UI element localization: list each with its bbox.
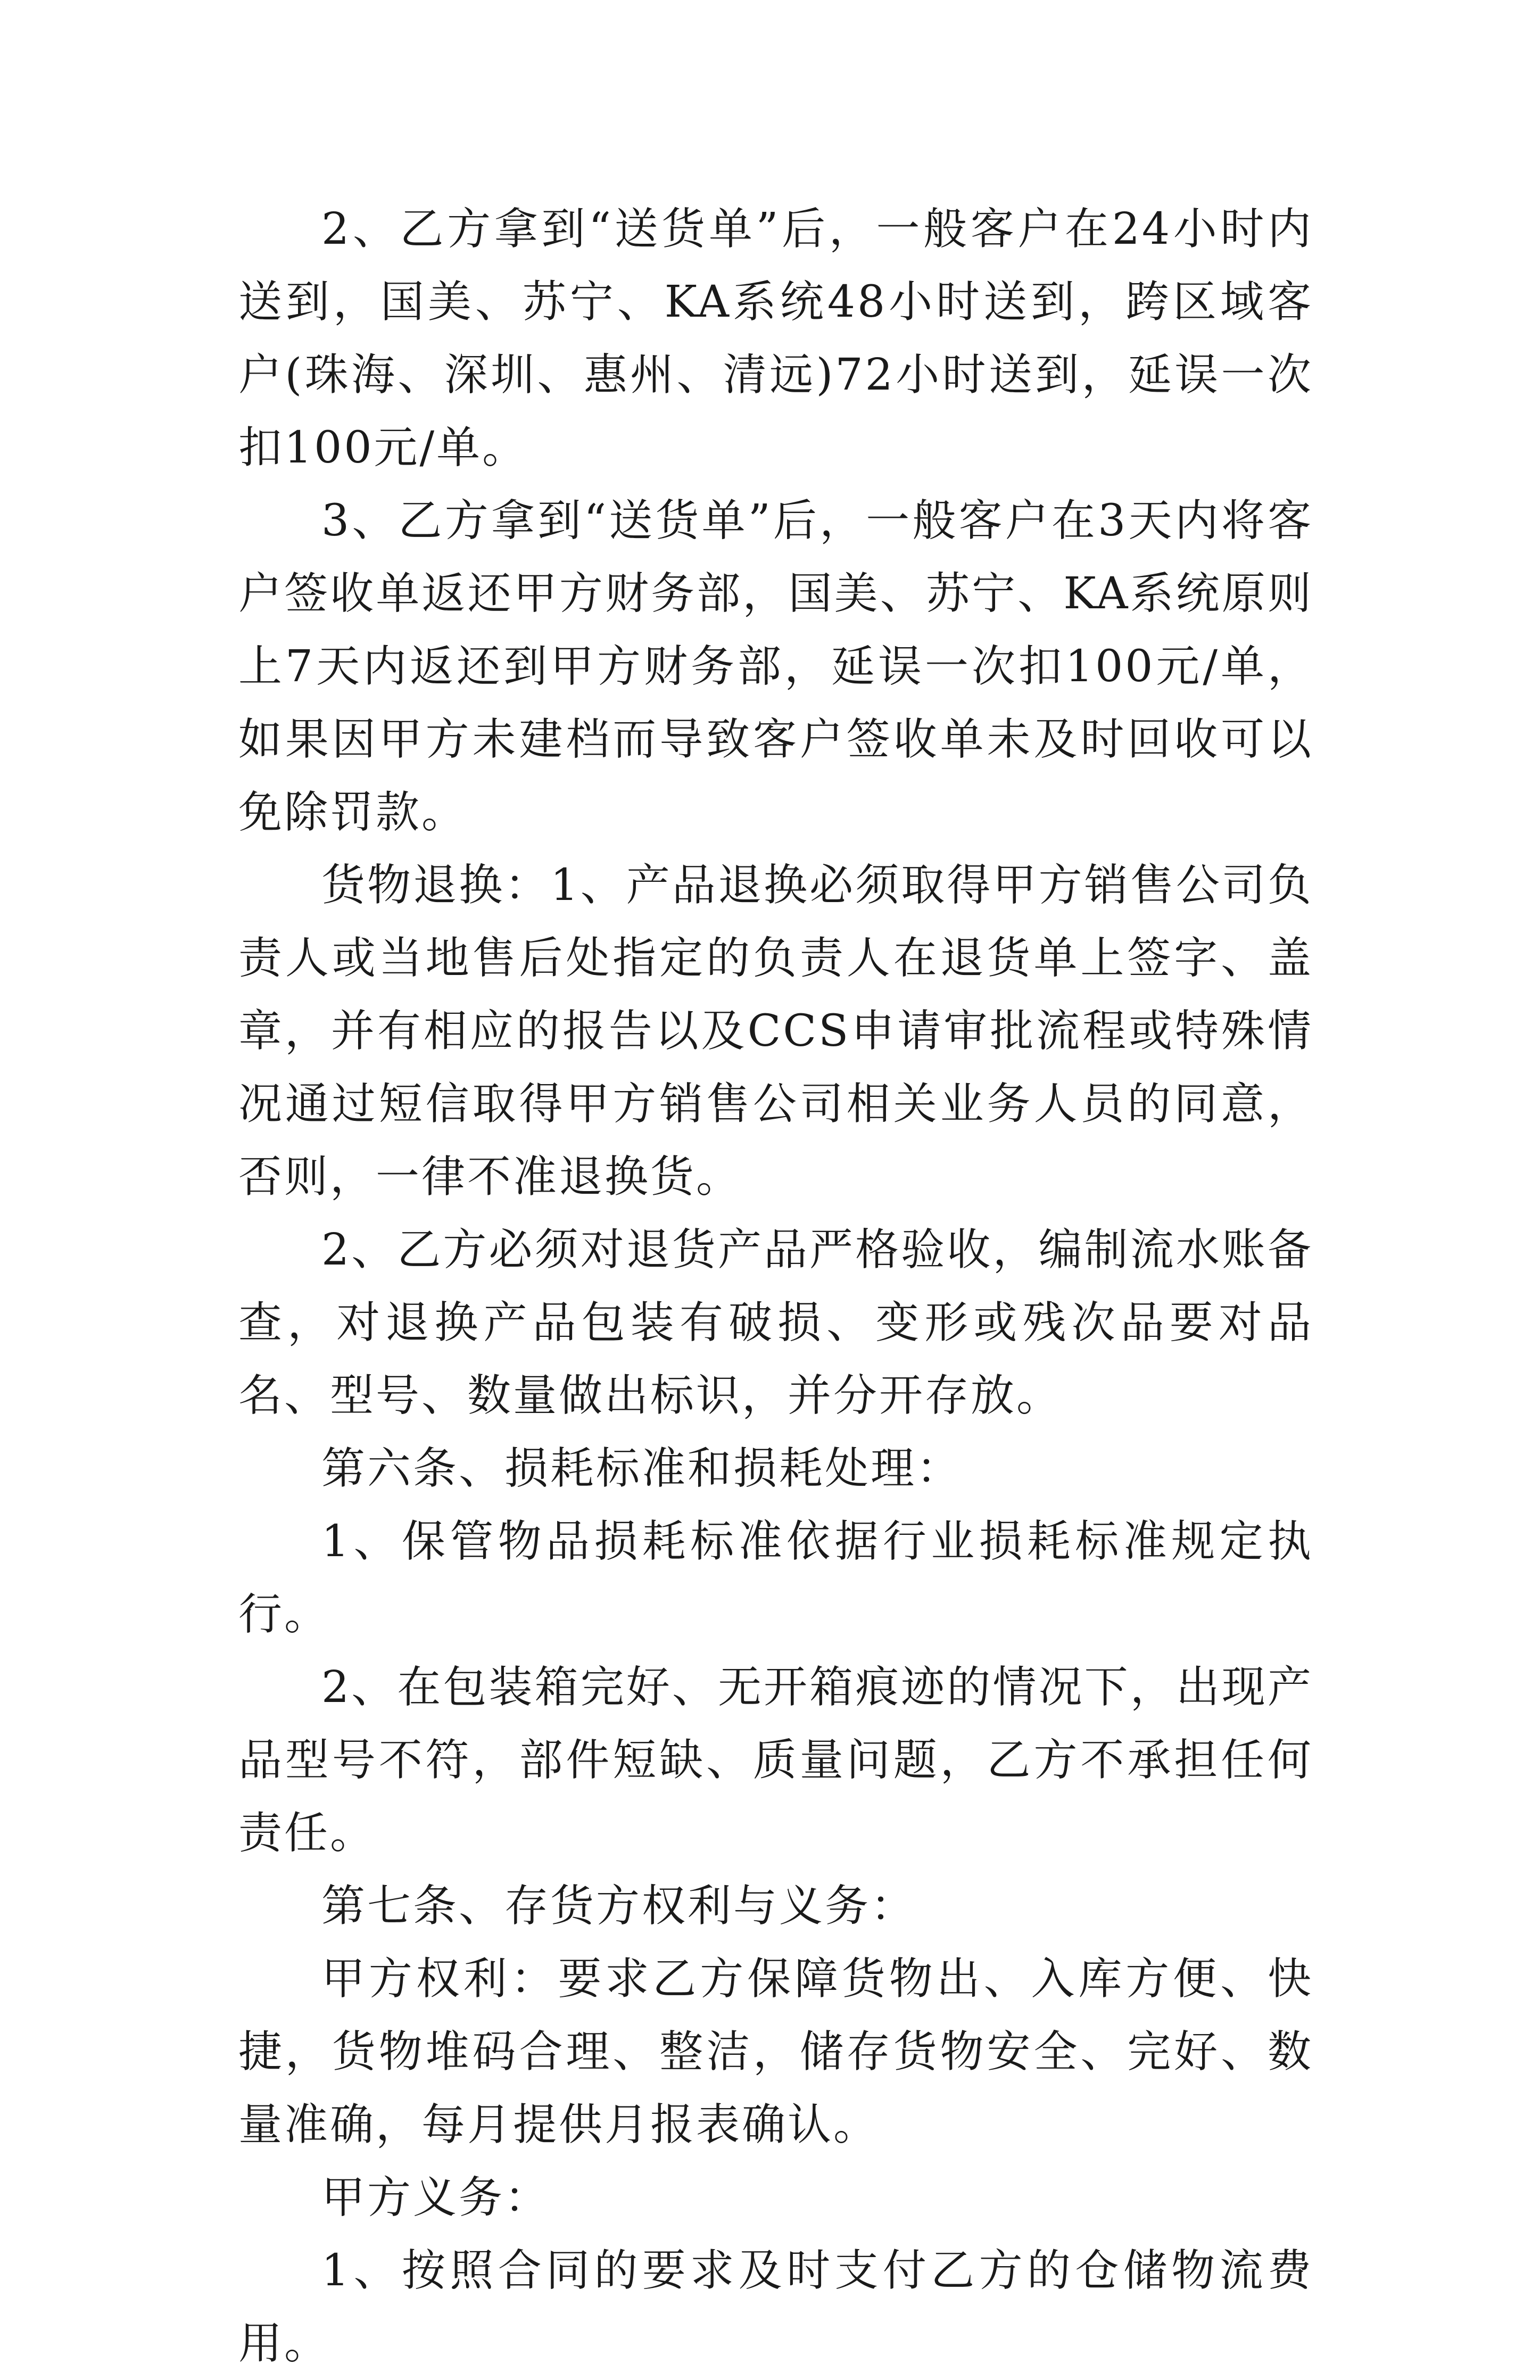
paragraph-goods-return: 货物退换：1、产品退换必须取得甲方销售公司负责人或当地售后处指定的负责人在退货单上签字、盖章，并有相应的报告以及CCS申请审批流程或特殊情况通过短信取得甲方销售公司相关业务人员的同意，否则，一律不准退换货。	[238, 860, 1313, 1202]
paragraph-packaging-intact: 2、在包装箱完好、无开箱痕迹的情况下，出现产品型号不符，部件短缺、质量问题，乙方不承担任何责任。	[238, 1662, 1313, 1858]
paragraph-delivery-time: 2、乙方拿到“送货单”后，一般客户在24小时内送到，国美、苏宁、KA系统48小时送到，跨区域客户(珠海、深圳、惠州、清远)72小时送到，延误一次扣100元/单。	[238, 204, 1313, 473]
document-body	[238, 193, 1313, 2380]
paragraph-return-inspection: 2、乙方必须对退货产品严格验收，编制流水账备查，对退换产品包装有破损、变形或残次品要对品名、型号、数量做出标识，并分开存放。	[238, 1225, 1313, 1421]
paragraph-party-a-rights: 甲方权利：要求乙方保障货物出、入库方便、快捷，货物堆码合理、整洁，储存货物安全、完好、数量准确，每月提供月报表确认。	[238, 1954, 1313, 2150]
heading-article-7: 第七条、存货方权利与义务：	[321, 1881, 917, 1931]
paragraph-payment-obligation: 1、按照合同的要求及时支付乙方的仓储物流费用。	[238, 2245, 1313, 2369]
heading-article-6: 第六条、损耗标准和损耗处理：	[321, 1443, 963, 1494]
paragraph-loss-standard: 1、保管物品损耗标准依据行业损耗标准规定执行。	[238, 1516, 1313, 1640]
heading-party-a-obligations: 甲方义务：	[321, 2172, 551, 2223]
paragraph-receipt-return: 3、乙方拿到“送货单”后，一般客户在3天内将客户签收单返还甲方财务部，国美、苏宁、KA系统原则上7天内返还到甲方财务部，延误一次扣100元/单，如果因甲方未建档而导致客户签收单未及时回收可以免除罚款。	[238, 495, 1313, 838]
